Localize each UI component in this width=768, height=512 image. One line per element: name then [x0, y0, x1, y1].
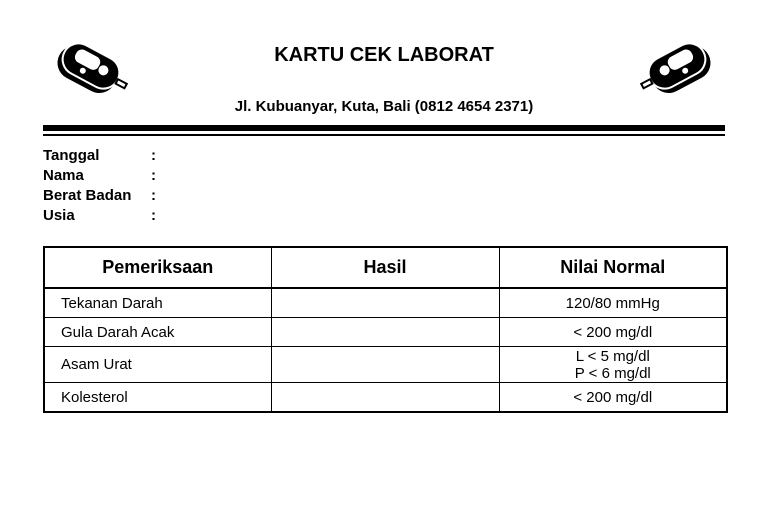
field-label: Tanggal: [43, 147, 100, 164]
field-usia: [43, 206, 165, 226]
page-title: KARTU CEK LABORAT: [274, 44, 494, 66]
result-cell[interactable]: [271, 383, 499, 413]
normal-value: [499, 383, 727, 413]
lab-results-table: [43, 246, 728, 413]
field-colon: :: [151, 147, 156, 164]
normal-value-line: L < 5 mg/dl: [575, 347, 650, 365]
test-name: Tekanan Darah: [44, 288, 271, 318]
test-name: Gula Darah Acak: [44, 318, 271, 347]
header-divider-thick: [43, 125, 725, 131]
field-label: Usia: [43, 207, 75, 224]
column-header-hasil: Hasil: [271, 247, 499, 288]
normal-value: [499, 347, 727, 383]
test-name: Kolesterol: [44, 383, 271, 413]
field-label: Nama: [43, 167, 84, 184]
normal-value: [499, 288, 727, 318]
field-colon: :: [151, 167, 156, 184]
address-line: Jl. Kubuanyar, Kuta, Bali (0812 4654 2371): [234, 98, 534, 115]
glucometer-icon: [634, 40, 718, 104]
field-tanggal: [43, 146, 165, 166]
field-nama: [43, 166, 165, 186]
normal-value-line: < 200 mg/dl: [573, 323, 653, 341]
result-cell[interactable]: [271, 347, 499, 383]
result-cell[interactable]: [271, 288, 499, 318]
test-name: Asam Urat: [44, 347, 271, 383]
result-cell[interactable]: [271, 318, 499, 347]
header-divider-thin: [43, 134, 725, 136]
field-colon: :: [151, 187, 156, 204]
table-row: [44, 347, 727, 383]
table-row: [44, 288, 727, 318]
column-header-nilai-normal: Nilai Normal: [499, 247, 727, 288]
field-colon: :: [151, 207, 156, 224]
field-label: Berat Badan: [43, 187, 132, 204]
normal-value: [499, 318, 727, 347]
field-berat-badan: [43, 186, 165, 206]
column-header-pemeriksaan: Pemeriksaan: [44, 247, 271, 288]
normal-value-line: P < 6 mg/dl: [574, 364, 651, 382]
normal-value-line: 120/80 mmHg: [565, 294, 660, 312]
table-header-row: [44, 247, 727, 288]
table-row: [44, 383, 727, 413]
patient-info: [43, 146, 165, 226]
normal-value-line: < 200 mg/dl: [573, 388, 653, 406]
table-row: [44, 318, 727, 347]
